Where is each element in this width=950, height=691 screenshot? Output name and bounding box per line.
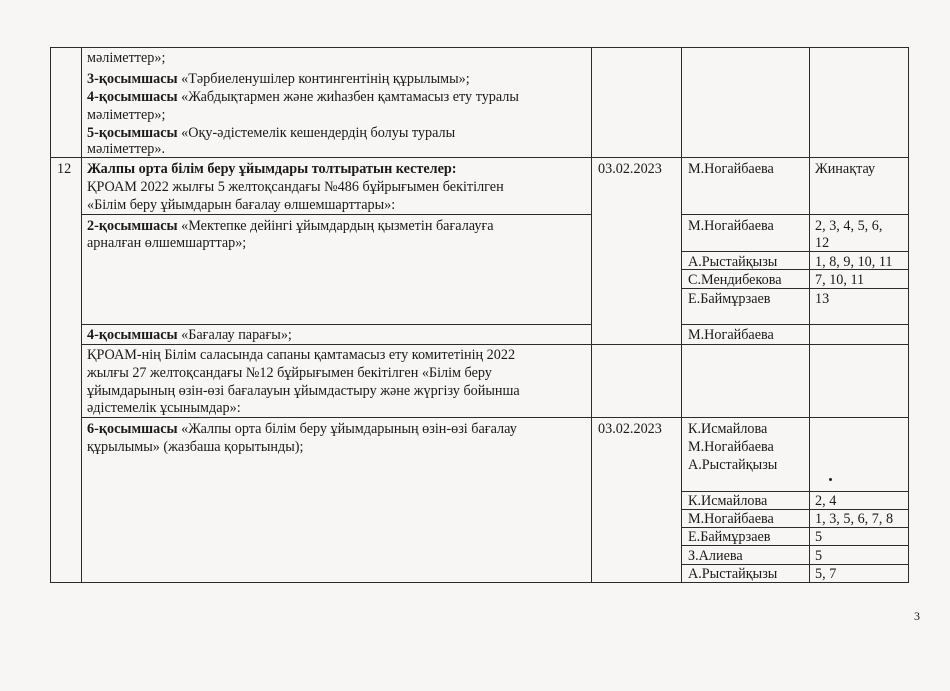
app4-label: 4-қосымшасы — [87, 327, 178, 343]
row-divider-12 — [50, 157, 909, 158]
row-divider-person-5 — [681, 324, 909, 325]
cont-line-1: мәліметтер»; — [87, 50, 166, 66]
app6-assign-items-2: 1, 3, 5, 6, 7, 8 — [815, 511, 894, 527]
cont-line-4: мәліметтер»; — [87, 107, 166, 123]
row12-date: 03.02.2023 — [598, 161, 662, 177]
app2-text1: «Мектепке дейінгі ұйымдардың қызметін бағалауға — [181, 218, 494, 234]
cont-appendix-4-text: «Жабдықтармен және жиһазбен қамтамасыз ету туралы — [181, 89, 519, 105]
table-border-bottom — [50, 582, 909, 583]
app6-date: 03.02.2023 — [598, 421, 662, 437]
app2-items-4: 13 — [815, 291, 830, 307]
row-number: 12 — [57, 161, 72, 177]
app6-person-a: К.Исмайлова — [688, 421, 768, 437]
app6-assign-items-3: 5 — [815, 529, 823, 545]
row-divider-person-1 — [681, 214, 909, 215]
table-divider-person — [809, 47, 810, 582]
app6-assign-person-1: К.Исмайлова — [688, 493, 768, 509]
kroam-line3: ұйымдарының өзін-өзі бағалауын ұйымдастыру және жүргізу бойынша — [87, 383, 520, 399]
app6-line2: құрылымы» (жазбаша қорытынды); — [87, 439, 304, 455]
stray-mark — [829, 478, 832, 481]
app2-person-3: С.Мендибекова — [688, 272, 782, 288]
cont-line-2 — [87, 70, 470, 89]
kroam-line2: жылғы 27 желтоқсандағы №12 бұйрығымен бекітілген «Білім беру — [87, 365, 492, 381]
kroam-line1: ҚРОАМ-нің Білім саласында сапаны қамтамасыз ету комитетінің 2022 — [87, 347, 516, 363]
app2-items-2: 1, 8, 9, 10, 11 — [815, 254, 893, 270]
app2-label: 2-қосымшасы — [87, 218, 178, 234]
cont-appendix-3-label: 3-қосымшасы — [87, 71, 178, 87]
table-border-top — [50, 47, 909, 48]
cont-appendix-5-label: 5-қосымшасы — [87, 125, 178, 141]
app6-assign-items-1: 2, 4 — [815, 493, 837, 509]
row12-note: Жинақтау — [815, 161, 876, 177]
app2-items-1b: 12 — [815, 235, 830, 251]
row12-order-line1: ҚРОАМ 2022 жылғы 5 желтоқсандағы №486 бұйрығымен бекітілген — [87, 179, 504, 195]
app4-person: М.Ногайбаева — [688, 327, 774, 343]
app2-items-1a: 2, 3, 4, 5, 6, — [815, 218, 883, 234]
app6-label: 6-қосымшасы — [87, 421, 178, 437]
app4-line — [87, 326, 292, 345]
app2-person-2: А.Рыстайқызы — [688, 254, 778, 270]
app6-assign-items-5: 5, 7 — [815, 566, 837, 582]
cont-appendix-5-text: «Оқу-әдістемелік кешендердің болуы туралы — [181, 125, 456, 141]
app6-text1: «Жалпы орта білім беру ұйымдарының өзін-өзі бағалау — [181, 421, 517, 437]
row12-order-line2: «Білім беру ұйымдарын бағалау өлшемшарттары»: — [87, 197, 396, 213]
app6-assign-person-4: З.Алиева — [688, 548, 743, 564]
cont-line-3 — [87, 88, 519, 107]
row-divider-4kos — [81, 324, 591, 325]
page-number: 3 — [914, 609, 920, 623]
app6-assign-person-3: Е.Баймұрзаев — [688, 529, 771, 545]
app2-items-3: 7, 10, 11 — [815, 272, 865, 288]
row12-title: Жалпы орта білім беру ұйымдары толтыратын кестелер: — [87, 161, 457, 177]
table-border-left — [50, 47, 51, 582]
app2-line1 — [87, 217, 494, 236]
app6-person-c: А.Рыстайқызы — [688, 457, 778, 473]
app6-assign-items-4: 5 — [815, 548, 823, 564]
cont-appendix-3-text: «Тәрбиеленушілер контингентінің құрылымы»; — [181, 71, 470, 87]
app2-person-4: Е.Баймұрзаев — [688, 291, 771, 307]
row12-person: М.Ногайбаева — [688, 161, 774, 177]
row-divider-person-2 — [681, 251, 909, 252]
cont-line-6: мәліметтер». — [87, 141, 166, 157]
table-divider-date — [681, 47, 682, 582]
app6-assign-person-2: М.Ногайбаева — [688, 511, 774, 527]
table-divider-content — [591, 47, 592, 582]
app6-assign-person-5: А.Рыстайқызы — [688, 566, 778, 582]
app6-person-b: М.Ногайбаева — [688, 439, 774, 455]
cont-appendix-4-label: 4-қосымшасы — [87, 89, 178, 105]
app6-line1 — [87, 420, 517, 439]
table-border-right — [908, 47, 909, 582]
app2-line2: арналған өлшемшарттар»; — [87, 235, 247, 251]
kroam-line4: әдістемелік ұсынымдар»: — [87, 400, 241, 416]
app2-person-1: М.Ногайбаева — [688, 218, 774, 234]
table-divider-number — [81, 47, 82, 582]
app4-text: «Бағалау парағы»; — [181, 327, 292, 343]
